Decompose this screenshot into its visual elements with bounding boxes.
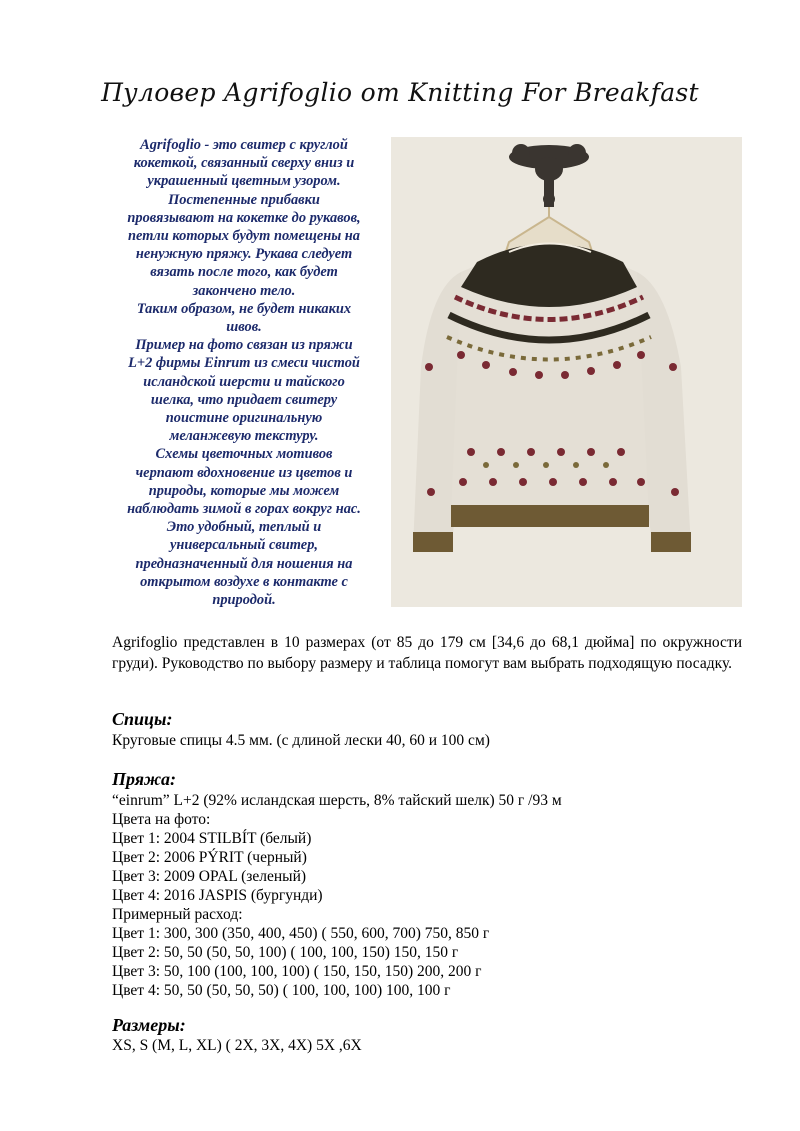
intro-line: провязывают на кокетке до рукавов, xyxy=(127,209,361,226)
yarn-line: Примерный расход: xyxy=(112,906,243,923)
intro-line: наблюдать зимой в горах вокруг нас. xyxy=(127,501,361,518)
intro-line: исландской шерсти и тайского xyxy=(143,373,345,390)
sizes-text: XS, S (M, L, XL) ( 2X, 3X, 4X) 5X ,6X xyxy=(112,1037,362,1054)
page-title: Пуловер Agrifoglio от Knitting For Breakfast xyxy=(101,78,699,107)
intro-line: природы, которые мы можем xyxy=(148,482,340,499)
intro-line: предназначенный для ношения на xyxy=(135,555,353,572)
needles-heading: Спицы: xyxy=(112,709,173,729)
intro-line: шелка, что придает свитеру xyxy=(150,391,338,408)
intro-line: L+2 фирмы Einrum из смеси чистой xyxy=(128,355,360,372)
intro-line: кокеткой, связанный сверху вниз и xyxy=(133,155,355,172)
intro-line: вязать после того, как будет xyxy=(150,264,338,281)
intro-line: петли которых будут помещены на xyxy=(128,228,360,245)
needles-text: Круговые спицы 4.5 мм. (с длиной лески 40, 60 и 100 см) xyxy=(112,732,490,749)
intro-line: Пример на фото связан из пряжи xyxy=(135,337,353,354)
yarn-line: Цвет 4: 2016 JASPIS (бургунди) xyxy=(112,887,323,904)
intro-line: Постепенные прибавки xyxy=(168,191,320,208)
intro-description xyxy=(103,136,385,609)
sweater-illustration xyxy=(391,137,742,607)
yarn-line: Цвет 3: 2009 OPAL (зеленый) xyxy=(112,868,307,885)
intro-line: Таким образом, не будет никаких xyxy=(136,300,352,317)
intro-line: меланжевую текстуру. xyxy=(169,428,319,445)
hem-ribbing xyxy=(451,505,649,527)
intro-line: Схемы цветочных мотивов xyxy=(155,446,333,463)
intro-line: открытом воздухе в контакте с xyxy=(140,573,348,590)
yarn-line: Цвет 2: 2006 PÝRIT (черный) xyxy=(112,849,307,866)
yarn-line: Цвет 1: 2004 STILBÍT (белый) xyxy=(112,830,312,847)
sweater-photo xyxy=(391,137,742,607)
intro-line: поистине оригинальную xyxy=(165,410,323,427)
yarn-line: Цвета на фото: xyxy=(112,811,211,828)
yarn-line: Цвет 4: 50, 50 (50, 50, 50) ( 100, 100, 100) 100, 100 г xyxy=(112,982,451,999)
cuff-left xyxy=(413,532,453,552)
intro-line: универсальный свитер, xyxy=(170,537,318,554)
yarn-line: Цвет 2: 50, 50 (50, 50, 100) ( 100, 100, 150) 150, 150 г xyxy=(112,944,459,961)
yarn-heading: Пряжа: xyxy=(112,769,176,789)
intro-line: закончено тело. xyxy=(192,282,296,299)
intro-line: природой. xyxy=(212,592,276,609)
intro-line: черпают вдохновение из цветов и xyxy=(135,464,353,481)
yarn-line: Цвет 3: 50, 100 (100, 100, 100) ( 150, 150, 150) 200, 200 г xyxy=(112,963,482,980)
cuff-right xyxy=(651,532,691,552)
intro-line: швов. xyxy=(226,319,262,336)
yarn-line: “einrum” L+2 (92% исландская шерсть, 8% тайский шелк) 50 г /93 м xyxy=(112,792,562,809)
yarn-line: Цвет 1: 300, 300 (350, 400, 450) ( 550, 600, 700) 750, 850 г xyxy=(112,925,490,942)
intro-line: ненужную пряжу. Рукава следует xyxy=(135,246,353,263)
intro-line: украшенный цветным узором. xyxy=(147,173,341,190)
sizes-heading: Размеры: xyxy=(112,1015,186,1035)
intro-line: Agrifoglio - это свитер с круглой xyxy=(140,137,348,153)
sizes-paragraph: Agrifoglio представлен в 10 размерах (от 85 до 179 см [34,6 до 68,1 дюйма] по окружности груди). Руководство по выбору размеру и таблица помогут вам выбрать подходящую посадку. xyxy=(112,634,742,672)
intro-line: Это удобный, теплый и xyxy=(166,519,322,536)
